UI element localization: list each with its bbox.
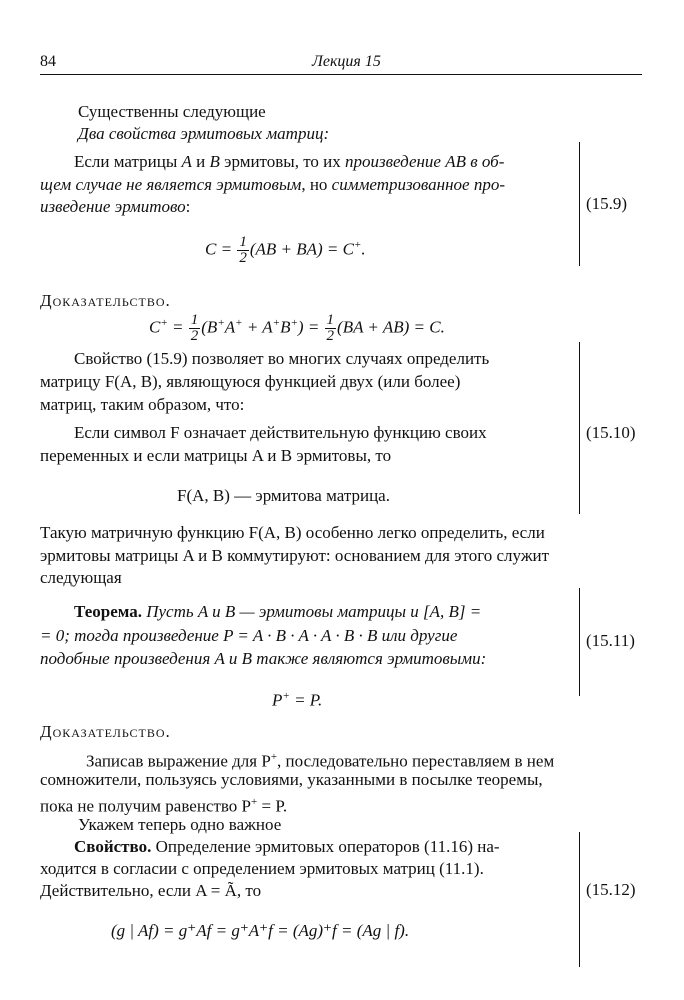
header-rule	[40, 74, 642, 75]
func-para-line-3: следующая	[40, 568, 122, 587]
intro-line-2: Два свойства эрмитовых матриц:	[78, 124, 330, 143]
equation-number-15-10: (15.10)	[586, 423, 636, 442]
intro-line-1: Существенны следующие	[78, 102, 266, 121]
proof-1-equation: C+ = $\frac{1}{2}$ (B+A+ + A+B+) = $\frac{1}{2}$ (BA + AB) = C.	[149, 312, 445, 345]
block-15-9-line-2: щем случае не является эрмитовым, но симметризованное про-	[40, 175, 506, 194]
block-15-12-intro: Укажем теперь одно важное	[78, 815, 282, 834]
bracket-15-11	[579, 588, 580, 696]
equation-15-10: F(A, B) — эрмитова матрица.	[177, 486, 390, 505]
theorem-line-2: = 0; тогда произведение P = A · B · A · A · B · B или другие	[40, 626, 458, 645]
running-title: Лекция 15	[312, 53, 381, 70]
block-15-9-line-1: Если матрицы A и B эрмитовы, то их произведение AB в об-	[74, 152, 505, 171]
theorem-line-3: подобные произведения A и B также являются эрмитовыми:	[40, 649, 487, 668]
equation-15-12: (g | Af) = g⁺Af = g⁺A⁺f = (Ag)⁺f = (Ag | f).	[111, 921, 410, 940]
proof-label-2: Доказательство.	[40, 722, 171, 741]
func-para-line-2: эрмитовы матрицы A и B коммутируют: основанием для этого служит	[40, 546, 550, 565]
theorem-line-1: Теорема. Пусть A и B — эрмитовы матрицы и [A, B] =	[74, 602, 482, 621]
block-15-10-p1-line-3: матриц, таким образом, что:	[40, 395, 245, 414]
block-15-10-p2-line-2: переменных и если матрицы A и B эрмитовы, то	[40, 446, 392, 465]
theorem-label: Теорема.	[74, 602, 142, 621]
proof-2-line-3: пока не получим равенство P+ = P.	[40, 796, 288, 816]
equation-15-11: P+ = P.	[272, 690, 323, 710]
equation-number-15-9: (15.9)	[586, 194, 628, 213]
block-15-9-line-3: изведение эрмитово:	[40, 197, 191, 216]
block-15-12-line-3: Действительно, если A = Ã, то	[40, 881, 262, 900]
block-15-10-p1-line-1: Свойство (15.9) позволяет во многих случаях определить	[74, 349, 490, 368]
equation-number-15-12: (15.12)	[586, 880, 636, 899]
property-label: Свойство.	[74, 837, 152, 856]
bracket-15-9	[579, 142, 580, 266]
bracket-15-12	[579, 832, 580, 967]
fraction-half: $\frac{1}{2}$	[239, 234, 247, 267]
equation-15-9: C = $\frac{1}{2}$ (AB + BA) = C+.	[205, 234, 366, 267]
func-para-line-1: Такую матричную функцию F(A, B) особенно легко определить, если	[40, 523, 545, 542]
bracket-15-10	[579, 342, 580, 514]
proof-label-1: Доказательство.	[40, 291, 171, 310]
page-number: 84	[40, 53, 56, 70]
proof-2-line-2: сомножители, пользуясь условиями, указанными в посылке теоремы,	[40, 770, 543, 789]
equation-number-15-11: (15.11)	[586, 631, 635, 650]
block-15-12-line-2: ходится в согласии с определением эрмитовых матриц (11.1).	[40, 859, 484, 878]
proof-2-line-1: Записав выражение для P+, последовательно переставляем в нем	[86, 751, 555, 771]
block-15-10-p2-line-1: Если символ F означает действительную функцию своих	[74, 423, 487, 442]
block-15-10-p1-line-2: матрицу F(A, B), являющуюся функцией двух (или более)	[40, 372, 461, 391]
block-15-12-line-1: Свойство. Определение эрмитовых операторов (11.16) на-	[74, 837, 500, 856]
